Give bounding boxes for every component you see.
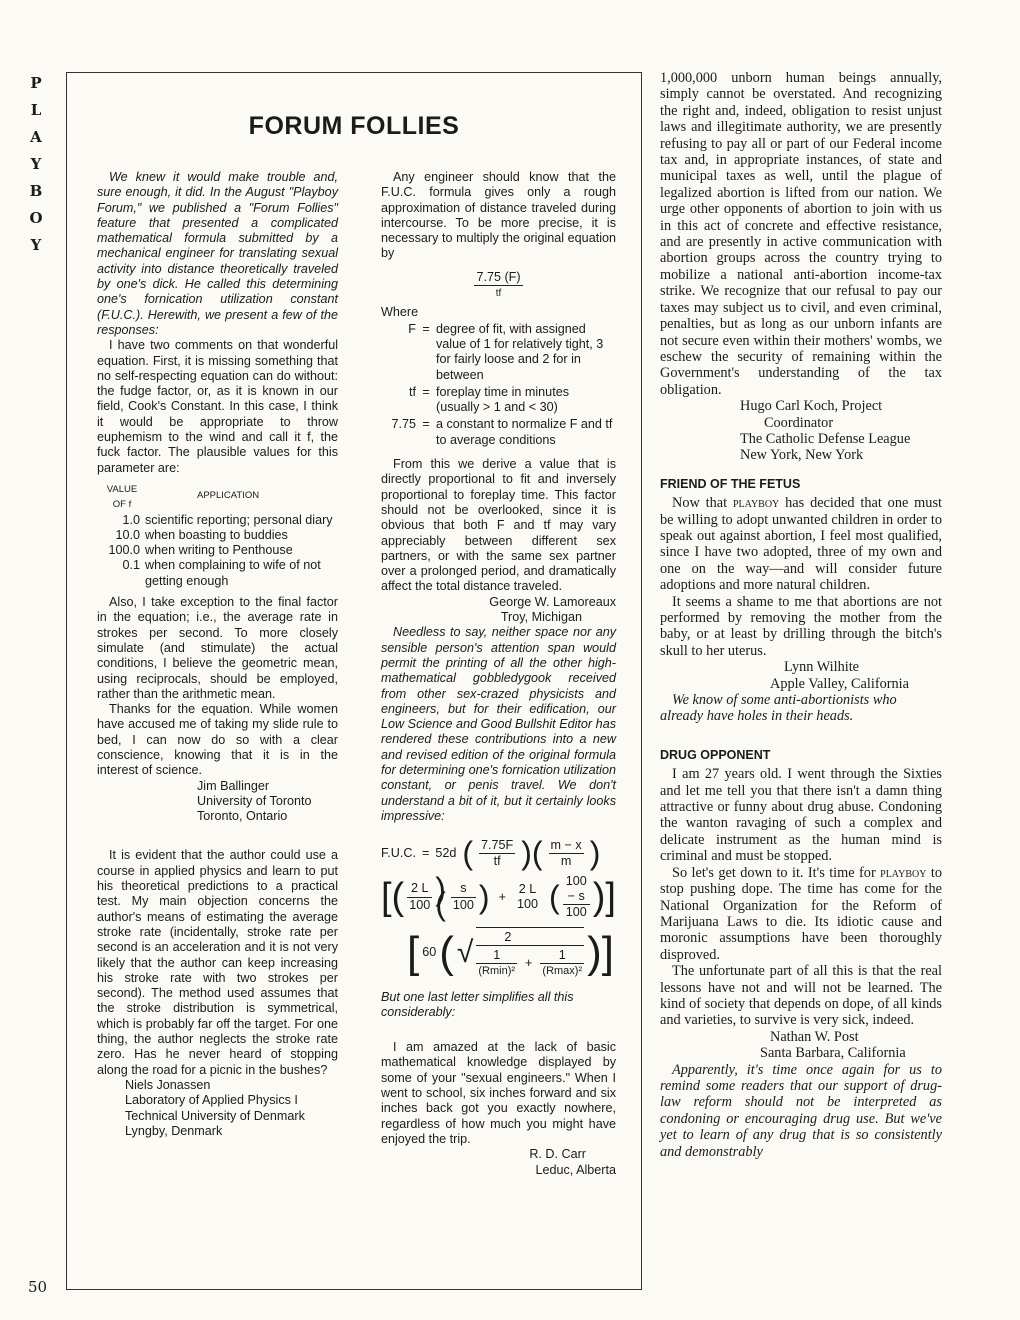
text-run: So let's get down to it. It's time for: [672, 864, 881, 881]
editor-intro: We knew it would make trouble and, sure enough, it did. In the August "Playboy Forum," we published a "Forum Follies" feature that presented a complicated mathematical formula submitted by a mechanical engineer for translating sexual activity into distance theoretically traveled by one's dick. He called this determining one's fornication utilization constant (F.U.C.). Herewith, we present a few of the responses:: [97, 170, 338, 337]
definition-symbol: F: [408, 321, 416, 336]
fraction-denominator: m: [560, 854, 572, 869]
letter: A: [30, 128, 42, 146]
forum-column-3: [660, 70, 942, 1160]
definition-text: a constant to normalize F and tf to average conditions: [436, 417, 613, 447]
letter: L: [30, 101, 42, 119]
letter-paragraph: It seems a shame to me that abortions are not performed by removing the mother from the baby, or at least by drilling through the bitch's skull to her uterus.: [660, 593, 942, 659]
table-cell-value: 100.0: [108, 543, 140, 558]
formula-line-2: [( $\frac{2 L}{100}$ )( $\frac{s}{100}$ ) + 2 L 100 ( $\frac{100 - s}{100}$ )]: [381, 870, 616, 923]
multiplier-fraction: [381, 270, 616, 302]
letter-signature: [660, 1029, 942, 1062]
fraction-denominator: 100: [409, 897, 431, 912]
letter-paragraph: It is evident that the author could use a course in applied physics and learn to put his theoretical predictions to a practical test. My main objection concerns the author's means of estimating the average stroke rate (incidentally, stroke rate per second is an acceleration and it is not very likely that the author can keep increasing his stroke rate with two strokes per second). The method used assumes that the stroke distribution is symmetrical, which is probably far off the target. For one thing, the author neglects the stroke rate zero. Has he never heard of stopping along the road for a picnic in the bushes?: [97, 848, 338, 1077]
table-cell-value: 1.0: [122, 512, 140, 527]
definition-equals: =: [422, 384, 430, 399]
letter: O: [29, 209, 43, 227]
letter-paragraph: [660, 865, 942, 963]
formula-equals: =: [421, 846, 430, 861]
fraction-denominator: (Rmax)²: [542, 965, 583, 978]
table-cell-application: when boasting to buddies: [145, 527, 288, 542]
formula-plus: +: [498, 889, 506, 904]
editor-note: Needless to say, neither space nor any sensible person's attention span would permit the printing of all the other high-mathematical gobbledygook received from other sex-crazed physicists and engineers, but for their edification, our Low Science and Good Bullshit Editor has rendered these contributions into a new and revised edition of the original formula for determining one's fornication utilization constant, or penis travel. We don't understand a bit of it, but it certainly looks impressive:: [381, 625, 616, 823]
table-header-value: VALUE OF f: [106, 483, 138, 511]
signature-name: Nathan W. Post: [770, 1028, 859, 1045]
brand-name: playboy: [732, 495, 780, 512]
fraction-denominator: 100: [452, 897, 474, 912]
signature-location: Apple Valley, California: [770, 675, 909, 692]
definition-row: [381, 321, 616, 384]
letter-paragraph: I have two comments on that wonderful equation. First, it is missing something that no self-respecting equation can do without: the fudge factor, or, as it is known in our field, Cook's Constant. In this case, I think it would be appropriate to throw euphemism to the wind and call it f, the fuck factor. The plausible values for this parameter are:: [97, 338, 338, 475]
signature-location: New York, New York: [740, 447, 864, 464]
fraction-numerator: s: [451, 881, 476, 897]
feature-column-1: [97, 170, 338, 1139]
letter-paragraph: I am amazed at the lack of basic mathematical knowledge displayed by some of your "sexual engineers." When I went to school, six inches forward and six inches back got you exactly nowhere, regardless of how much you might have enjoyed the trip.: [381, 1040, 616, 1146]
letter: B: [29, 182, 43, 200]
magazine-name-vertical: [24, 70, 48, 259]
table-row: [99, 558, 338, 589]
letter-paragraph: The unfortunate part of all this is that the real lessons have not and will not be learned. The kind of society that depends on dope, of all kinds and varieties, to survive is very sick, indeed.: [660, 963, 942, 1029]
fudge-factor-table: [99, 482, 338, 589]
fuc-formula: [381, 835, 616, 979]
table-cell-value: 10.0: [115, 527, 140, 542]
variable-definitions: [381, 321, 616, 449]
editor-note: Apparently, it's time once again for us to remind some readers that our support of drug-law reform should not be interpreted as condoning or encouraging drug use. But we've yet to learn of any drug that is so consistently and demonstrably: [660, 1061, 942, 1160]
signature-name: Lynn Wilhite: [784, 659, 860, 676]
table-row: [99, 543, 338, 558]
signature-name: Jim Ballinger: [197, 778, 270, 793]
definition-row: [381, 416, 616, 449]
signature-name: Niels Jonassen: [125, 1077, 211, 1092]
table-row: [99, 528, 338, 543]
table-cell-application: when writing to Penthouse: [145, 543, 293, 558]
signature-affiliation: The Catholic Defense League: [740, 430, 911, 447]
signature-location: Leduc, Alberta: [535, 1162, 616, 1177]
definition-symbol: tf: [409, 384, 416, 399]
fraction-numerator: 1: [476, 948, 517, 964]
letter-signature: [97, 779, 338, 825]
signature-location: Lyngby, Denmark: [125, 1123, 223, 1138]
definition-equals: =: [422, 417, 430, 432]
fraction-denominator: tf: [493, 854, 501, 869]
sqrt-body: [476, 927, 584, 980]
definition-symbol: 7.75: [391, 417, 416, 432]
fraction-numerator: 2 L: [407, 881, 432, 897]
where-label: Where: [381, 305, 419, 320]
section-heading: DRUG OPPONENT: [660, 747, 771, 762]
fraction-numerator: 7.75F: [479, 838, 515, 854]
signature-affiliation: Technical University of Denmark: [125, 1108, 305, 1123]
letter: Y: [30, 236, 42, 254]
editor-note: But one last letter simplifies all this considerably:: [381, 989, 574, 1019]
signature-affiliation: University of Toronto: [197, 793, 312, 808]
page-number: 50: [28, 1278, 48, 1296]
letter-signature: [660, 398, 942, 464]
fraction-denominator: 100: [565, 905, 587, 920]
formula-coefficient: 60: [422, 945, 437, 960]
table-row: [99, 513, 338, 528]
feature-column-2: [381, 170, 616, 1178]
letter-paragraph: Also, I take exception to the final factor in the equation; i.e., the average rate in strokes per second. To more closely simulate (and stimulate) the actual conditions, I believe the geometric mean, using reciprocals, should be employed, rather than the arithmetic mean.: [97, 595, 338, 701]
definition-text: foreplay time in minutes (usually > 1 and < 30): [436, 384, 569, 415]
letter: Y: [30, 155, 42, 173]
signature-location: Santa Barbara, California: [760, 1045, 906, 1062]
letter-signature: [97, 1078, 338, 1139]
fraction-numerator: 1: [540, 948, 584, 964]
fraction-numerator: 100 − s: [563, 874, 590, 906]
brand-name: playboy: [880, 864, 927, 881]
table-cell-value: 0.1: [122, 558, 140, 573]
fraction-numerator: 2 L: [518, 881, 537, 896]
table-header-application: APPLICATION: [197, 489, 260, 501]
signature-name: Hugo Carl Koch, Project: [740, 398, 883, 415]
fraction-denominator: (Rmin)²: [478, 965, 516, 978]
signature-name: R. D. Carr: [529, 1147, 586, 1162]
fraction-denominator: 100: [516, 897, 538, 912]
signature-location: Toronto, Ontario: [197, 809, 288, 824]
signature-name: George W. Lamoreaux: [489, 594, 616, 609]
formula-plus: +: [525, 956, 533, 971]
signature-affiliation: Laboratory of Applied Physics I: [125, 1093, 298, 1108]
letter-paragraph: 1,000,000 unborn human beings annually, simply cannot be overstated. And recognizing the right and, indeed, obligation to resist unjust laws and illegitimate authority, we are presently refusing to pay all or part of our Federal income tax and, in appropriate instances, of state and municipal taxes as well, until the plague of legalized abortion is lifted from our nation. We urge other opponents of abortion to join with us in this act of concrete and effective resistance, and are presently in active communication with abortion groups across the country trying to mobilize a national anti-abortion income-tax strike. We recognize that our refusal to pay our taxes may subject us to civil, and even criminal, penalties, but as long as our unborn infants are not secure even within their mothers' wombs, we eschew the security of remaining within the Government's understanding of the tax obligation.: [660, 70, 942, 398]
letter-paragraph: I am 27 years old. I went through the Sixties and let me tell you that there isn't a damn thing attractive or funny about drug abuse. Condoning the wanton ravaging of such a complex and delicate instrument as the human mind is criminal and must be stopped.: [660, 766, 942, 865]
letter-signature: [381, 1147, 616, 1178]
letter-paragraph: Thanks for the equation. While women have accused me of taking my slide rule to bed, I can now do so with a clear conscience, knowing that it is in the interest of science.: [97, 702, 338, 778]
fraction-denominator: tf: [495, 288, 502, 300]
definition-equals: =: [422, 321, 430, 336]
feature-title: FORUM FOLLIES: [248, 112, 460, 140]
definition-row: [381, 384, 616, 417]
section-heading: FRIEND OF THE FETUS: [660, 476, 801, 491]
letter-signature: [381, 595, 616, 626]
letter-signature: [660, 659, 942, 692]
definition-text: degree of fit, with assigned value of 1 for relatively tight, 3 for fairly loose and 2 for in between: [436, 321, 604, 382]
signature-location: Troy, Michigan: [500, 610, 582, 625]
text-run: to stop pushing dope. The time has come for the National Organization for the Reform of Marijuana Laws to die. Its idiotic cause and moronic assumptions have been thoroughly disproved.: [660, 864, 942, 963]
formula-coefficient: 52d: [435, 846, 457, 861]
formula-line-1: F.U.C. = 52d ( $\frac{7.75F}{tf}$ )( $\frac{m - x}{m}$ ): [381, 835, 601, 872]
fraction-numerator: 7.75 (F): [474, 270, 522, 286]
formula-line-3: [ 60 ( √ 2 $\frac{1}{\text{(Rmin)²}}$ + $\frac{1}{\text{(Rmax)²}}$ )]: [381, 927, 616, 980]
table-cell-application: scientific reporting; personal diary: [145, 512, 333, 527]
fraction-numerator: m − x: [549, 838, 584, 854]
signature-title: Coordinator: [764, 414, 834, 431]
formula-lhs: F.U.C.: [381, 846, 416, 861]
text-run: has decided that one must be willing to adopt unwanted children in order to speak out against abortion, I feel most qualified, since I have two adopted, three of my own and one on the way—and will consider future adoptions and more natural children.: [660, 495, 942, 594]
letter-paragraph: From this we derive a value that is directly proportional to fit and inversely proportional to foreplay time. This factor should not be overlooked, since it is obvious that both F and tf may vary appreciably between different sex partners, or with the same sex partner over a prolonged period, and dramatically affect the total distance traveled.: [381, 457, 616, 594]
editor-note: We know of some anti-abortionists who already have holes in their heads.: [660, 692, 897, 725]
sqrt-numerator: 2: [504, 929, 512, 944]
letter: P: [30, 74, 42, 92]
text-run: Now that: [672, 495, 733, 512]
letter-paragraph: Any engineer should know that the F.U.C. formula gives only a rough approximation of distance traveled during intercourse. To be more precise, it is necessary to multiply the original equation by: [381, 170, 616, 261]
letter-paragraph: [660, 495, 942, 593]
table-cell-application: when complaining to wife of not getting enough: [145, 558, 321, 588]
